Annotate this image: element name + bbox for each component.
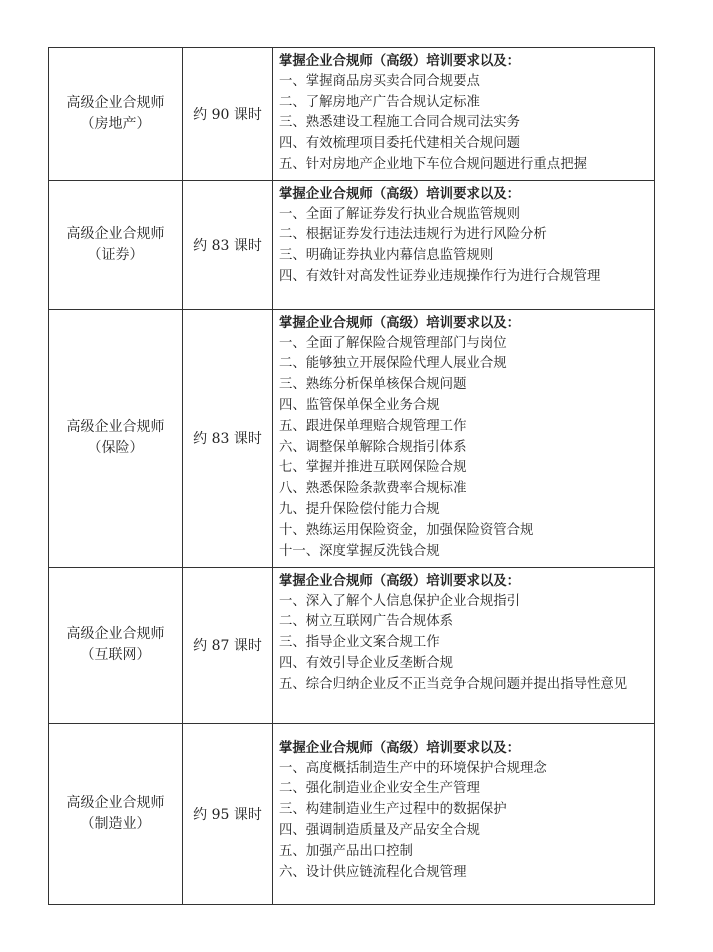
course-name-cell	[49, 48, 183, 181]
requirement-item: 五、跟进保单理赔合规管理工作	[279, 418, 467, 434]
requirement-item: 九、提升保险偿付能力合规	[279, 501, 440, 517]
requirement-item: 一、掌握商品房买卖合同合规要点	[279, 73, 480, 89]
requirement-item: 四、有效梳理项目委托代建相关合规问题	[279, 136, 521, 152]
requirement-item: 七、掌握并推进互联网保险合规	[279, 460, 467, 476]
requirements-heading: 掌握企业合规师（高级）培训要求以及：	[279, 314, 521, 331]
course-category: （保险）	[87, 440, 144, 457]
requirement-item: 五、综合归纳企业反不正当竞争合规问题并提出指导性意见	[279, 676, 628, 692]
table-row-insurance	[49, 309, 655, 567]
requirements-cell	[273, 180, 655, 309]
requirement-item: 二、强化制造业企业安全生产管理	[279, 781, 480, 797]
requirement-item: 四、强调制造质量及产品安全合规	[279, 822, 480, 838]
course-category: （制造业）	[80, 815, 151, 832]
table-row-securities	[49, 180, 655, 309]
course-hours: 约 83 课时	[183, 309, 273, 567]
course-title: 高级企业合规师	[66, 419, 165, 436]
requirement-item: 六、调整保单解除合规指引体系	[279, 439, 467, 455]
requirement-item: 十、熟练运用保险资金，加强保险资管合规	[279, 522, 534, 538]
requirement-item: 四、有效针对高发性证券业违规操作行为进行合规管理	[279, 268, 601, 284]
requirements-heading: 掌握企业合规师（高级）培训要求以及：	[279, 739, 521, 756]
training-requirements-table	[48, 47, 655, 905]
course-hours: 约 83 课时	[183, 180, 273, 309]
requirement-item: 三、指导企业文案合规工作	[279, 635, 440, 651]
course-name-cell	[49, 180, 183, 309]
course-category: （房地产）	[80, 115, 151, 132]
course-title: 高级企业合规师	[66, 94, 165, 111]
requirement-item: 五、针对房地产企业地下车位合规问题进行重点把握	[279, 156, 587, 172]
course-name-cell	[49, 723, 183, 904]
requirement-item: 三、明确证券执业内幕信息监管规则	[279, 248, 494, 264]
requirement-item: 一、高度概括制造生产中的环境保护合规理念	[279, 760, 547, 776]
requirement-item: 一、深入了解个人信息保护企业合规指引	[279, 593, 521, 609]
table-row-manufacturing	[49, 723, 655, 904]
requirement-item: 一、全面了解保险合规管理部门与岗位	[279, 335, 507, 351]
requirements-heading: 掌握企业合规师（高级）培训要求以及：	[279, 53, 521, 69]
course-hours: 约 90 课时	[183, 48, 273, 181]
course-category: （证券）	[87, 246, 144, 263]
course-title: 高级企业合规师	[66, 225, 165, 242]
requirements-cell	[273, 567, 655, 723]
table-row-internet	[49, 567, 655, 723]
requirement-item: 四、监管保单保全业务合规	[279, 397, 440, 413]
requirement-item: 二、能够独立开展保险代理人展业合规	[279, 356, 507, 372]
course-hours: 约 87 课时	[183, 567, 273, 723]
requirement-item: 二、了解房地产广告合规认定标准	[279, 94, 480, 110]
requirements-heading: 掌握企业合规师（高级）培训要求以及：	[279, 185, 521, 202]
course-title: 高级企业合规师	[66, 794, 165, 811]
requirements-cell	[273, 309, 655, 567]
requirement-item: 八、熟悉保险条款费率合规标准	[279, 481, 467, 497]
course-category: （互联网）	[80, 647, 151, 664]
requirement-item: 三、构建制造业生产过程中的数据保护	[279, 802, 507, 818]
requirement-item: 十一、深度掌握反洗钱合规	[279, 543, 440, 559]
requirement-item: 二、根据证券发行违法违规行为进行风险分析	[279, 227, 547, 243]
requirements-cell	[273, 723, 655, 904]
course-hours: 约 95 课时	[183, 723, 273, 904]
course-title: 高级企业合规师	[66, 626, 165, 643]
requirement-item: 四、有效引导企业反垄断合规	[279, 655, 454, 671]
requirement-item: 五、加强产品出口控制	[279, 843, 413, 859]
requirements-heading: 掌握企业合规师（高级）培训要求以及：	[279, 572, 521, 589]
table-row-real-estate	[49, 48, 655, 181]
requirement-item: 六、设计供应链流程化合规管理	[279, 864, 467, 880]
requirement-item: 三、熟悉建设工程施工合同合规司法实务	[279, 115, 521, 131]
requirement-item: 三、熟练分析保单核保合规问题	[279, 377, 467, 393]
course-name-cell	[49, 567, 183, 723]
course-name-cell	[49, 309, 183, 567]
requirement-item: 二、树立互联网广告合规体系	[279, 614, 454, 630]
requirements-cell	[273, 48, 655, 181]
requirement-item: 一、全面了解证券发行执业合规监管规则	[279, 206, 521, 222]
